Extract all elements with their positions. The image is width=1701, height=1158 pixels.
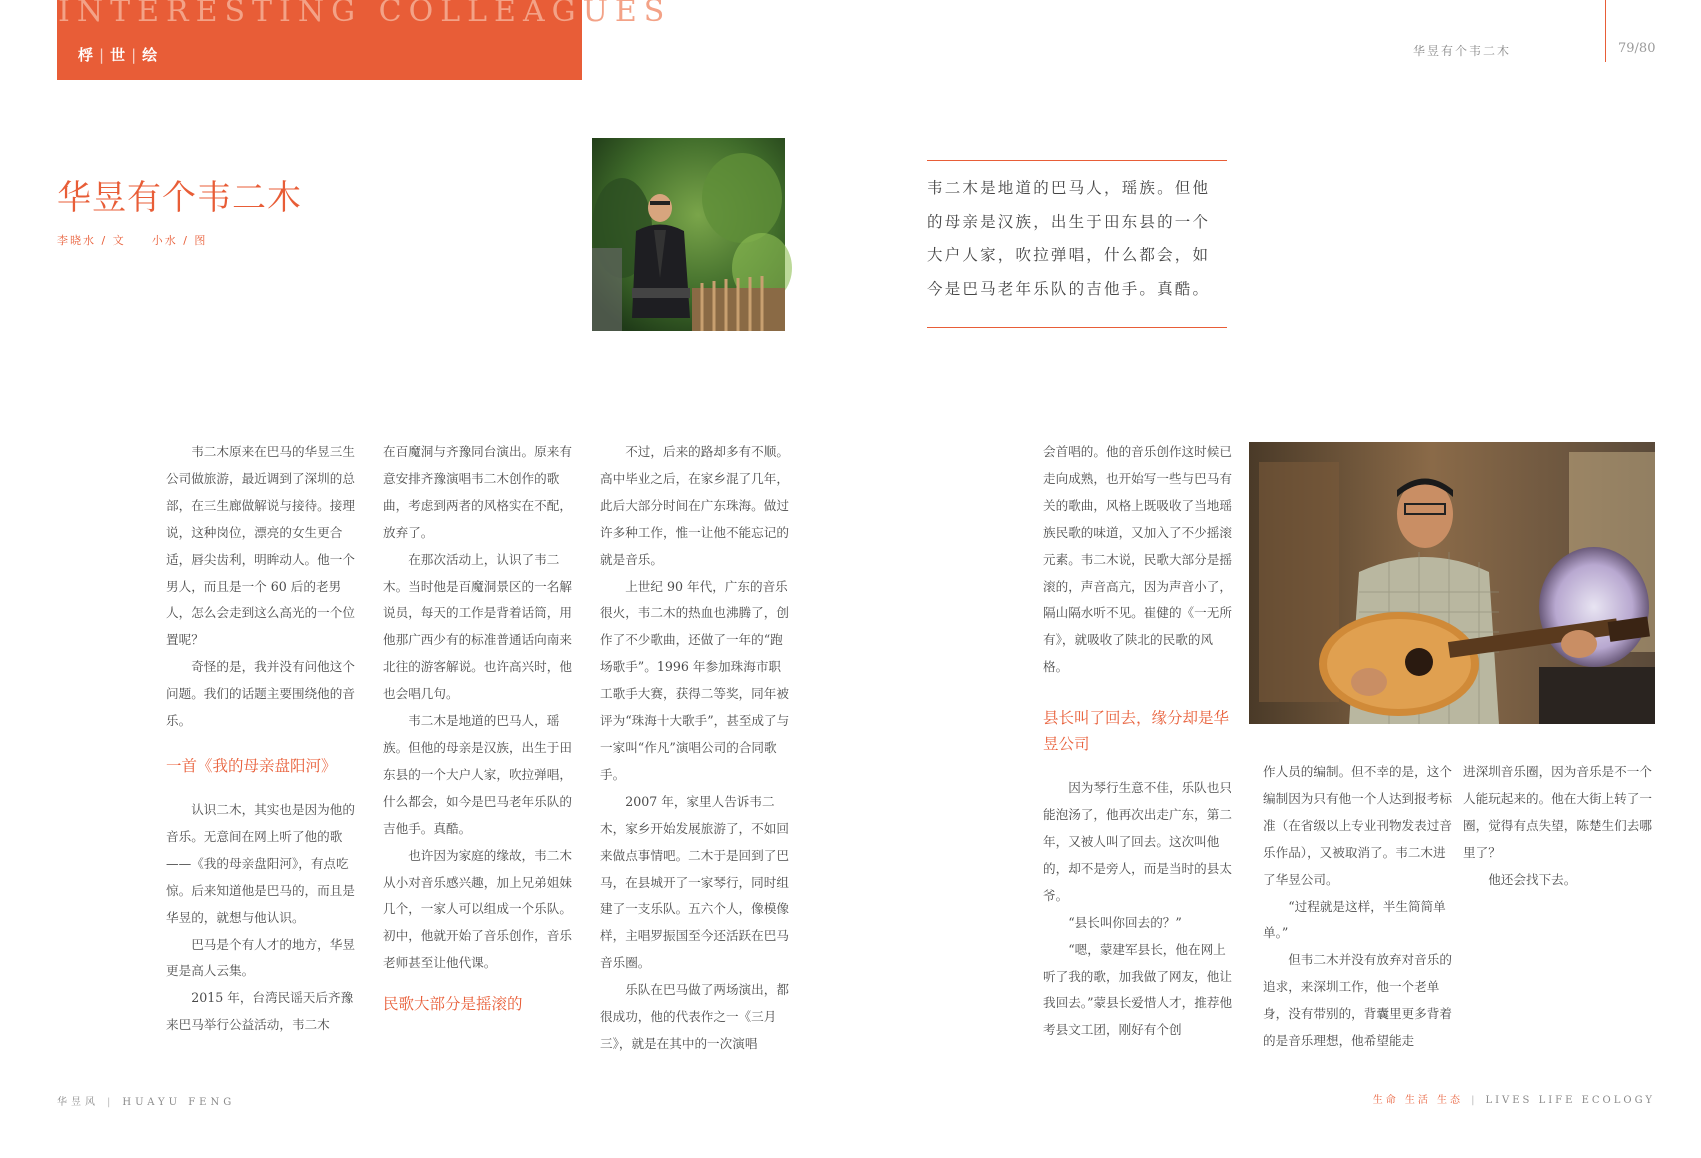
paragraph: 韦二木是地道的巴马人，瑶族。但他的母亲是汉族，出生于田东县的一个大户人家，吹拉弹唱，什么都会，如今是巴马老年乐队的吉他手。真酷。	[383, 713, 572, 836]
section-heading: 县长叫了回去，缘分却是华昱公司	[1043, 709, 1230, 754]
paragraph: 作人员的编制。但不幸的是，这个编制因为只有他一个人达到报考标准（在省级以上专业刊物发表过音乐作品），又被取消了。韦二木进了华昱公司。	[1263, 764, 1452, 887]
paragraph: “县长叫你回去的？”	[1068, 914, 1182, 930]
banner-char: 绘	[142, 46, 160, 64]
page-number: 79/80	[1618, 41, 1656, 56]
section-heading: 一首《我的母亲盘阳河》	[166, 756, 337, 775]
banner-char: 桴	[78, 46, 96, 64]
text-column-2	[383, 439, 575, 1017]
running-header-title: 华昱有个韦二木	[1412, 44, 1511, 58]
paragraph: 奇怪的是，我并没有问他这个问题。我们的话题主要围绕他的音乐。	[166, 659, 355, 729]
section-heading: 民歌大部分是摇滚的	[383, 995, 523, 1014]
text-column-6	[1463, 759, 1655, 894]
article-title: 华昱有个韦二木	[57, 178, 302, 218]
paragraph: 韦二木原来在巴马的华昱三生公司做旅游，最近调到了深圳的总部，在三生廊做解说与接待。接理说，这种岗位，漂亮的女生更合适，唇尖齿利，明眸动人。他一个男人，而且是一个 60 后的老男人，怎么会走到这么高光的一个位置呢？	[166, 444, 355, 648]
paragraph: 巴马是个有人才的地方，华昱更是高人云集。	[166, 936, 355, 979]
banner-char: 世	[110, 46, 128, 64]
banner-chinese-title: 桴 | 世 | 绘	[78, 46, 160, 64]
paragraph: 2007 年，家里人告诉韦二木，家乡开始发展旅游了，不如回来做点事情吧。二木于是回到了巴马，在县城开了一家琴行，同时组建了一支乐队。五六个人，像模像样，主唱罗振国至今还活跃在巴马音乐圈。	[600, 793, 789, 971]
paragraph: 在百魔洞与齐豫同台演出。原来有意安排齐豫演唱韦二木创作的歌曲，考虑到两者的风格实在不配，放弃了。	[383, 444, 572, 540]
text-column-4	[1043, 439, 1235, 1044]
paragraph: 认识二木，其实也是因为他的音乐。无意间在网上听了他的歌——《我的母亲盘阳河》，有点吃惊。后来知道他是巴马的，而且是华昱的，就想与他认识。	[166, 801, 355, 925]
paragraph: 在那次活动上，认识了韦二木。当时他是百魔洞景区的一名解说员，每天的工作是背着话筒，用他那广西少有的标准普通话向南来北往的游客解说。也许高兴时，他也会唱几句。	[383, 551, 572, 702]
paragraph: 也许因为家庭的缘故，韦二木从小对音乐感兴趣，加上兄弟姐妹几个，一家人可以组成一个乐队。初中，他就开始了音乐创作，音乐老师甚至让他代课。	[383, 847, 572, 971]
portrait-photo	[592, 138, 785, 331]
author-credit: 李晓水 / 文	[57, 234, 126, 247]
paragraph: “过程就是这样，半生简简单单。”	[1263, 898, 1446, 941]
paragraph: 会首唱的。他的音乐创作这时候已走向成熟，也开始写一些与巴马有关的歌曲，风格上既吸收了当地瑶族民歌的味道，又加入了不少摇滚元素。韦二木说，民歌大部分是摇滚的，声音高亢，因为声音小了，隔山隔水听不见。崔健的《一无所有》，就吸收了陕北的民歌的风格。	[1043, 444, 1232, 675]
paragraph: 但韦二木并没有放弃对音乐的追求，来深圳工作，他一个老单身，没有带别的，背囊里更多背着的是音乐理想，他希望能走	[1263, 952, 1452, 1049]
paragraph: 不过，后来的路却多有不顺。高中毕业之后，在家乡混了几年，此后大部分时间在广东珠海。做过许多种工作，惟一让他不能忘记的就是音乐。	[600, 444, 789, 567]
quote-rule-top	[927, 160, 1227, 161]
photo-credit: 小水 / 图	[151, 234, 208, 247]
header-divider	[1605, 0, 1606, 62]
paragraph: 因为琴行生意不佳，乐队也只能泡汤了，他再次出走广东，第二年，又被人叫了回去。这次叫他的，却不是旁人，而是当时的县太爷。	[1043, 780, 1232, 903]
footer-slogan-cn: 生命 生活 生态	[1372, 1095, 1464, 1106]
paragraph: 乐队在巴马做了两场演出，都很成功，他的代表作之一《三月三》，就是在其中的一次演唱	[600, 982, 789, 1051]
paragraph: 他还会找下去。	[1488, 871, 1577, 887]
byline	[57, 232, 207, 248]
footer-right: 生命 生活 生态 | LIVES LIFE ECOLOGY	[1372, 1095, 1655, 1106]
footer-left: 华昱风 | HUAYU FENG	[57, 1097, 236, 1108]
guitar-player-photo	[1249, 442, 1655, 724]
paragraph: 2015 年，台湾民谣天后齐豫来巴马举行公益活动，韦二木	[166, 990, 354, 1033]
paragraph: “嗯，蒙建军县长，他在网上听了我的歌，加我做了网友，他让我回去。”蒙县长爱惜人才，推荐他考县文工团，刚好有个创	[1043, 941, 1233, 1038]
quote-rule-bottom	[927, 327, 1227, 328]
banner-english-title: INTERESTING COLLEAGUES	[58, 0, 672, 29]
paragraph: 进深圳音乐圈，因为音乐是不一个人能玩起来的。他在大街上转了一圈，觉得有点失望，陈楚生们去哪里了？	[1463, 764, 1652, 860]
footer-magazine-en: HUAYU FENG	[122, 1097, 236, 1108]
pull-quote: 韦二木是地道的巴马人，瑶族。但他的母亲是汉族，出生于田东县的一个大户人家，吹拉弹唱，什么都会，如今是巴马老年乐队的吉他手。真酷。	[927, 179, 1211, 298]
footer-magazine-cn: 华昱风	[57, 1097, 99, 1108]
footer-slogan-en: LIVES LIFE ECOLOGY	[1485, 1095, 1655, 1106]
text-column-5	[1263, 759, 1455, 1055]
paragraph: 上世纪 90 年代，广东的音乐很火，韦二木的热血也沸腾了，创作了不少歌曲，还做了一年的“跑场歌手”。1996 年参加珠海市职工歌手大赛，获得二等奖，同年被评为“珠海十大歌手”，甚至成了与一家叫“作凡”演唱公司的合同歌手。	[600, 578, 790, 782]
text-column-1	[166, 439, 358, 1039]
text-column-3	[600, 439, 792, 1058]
